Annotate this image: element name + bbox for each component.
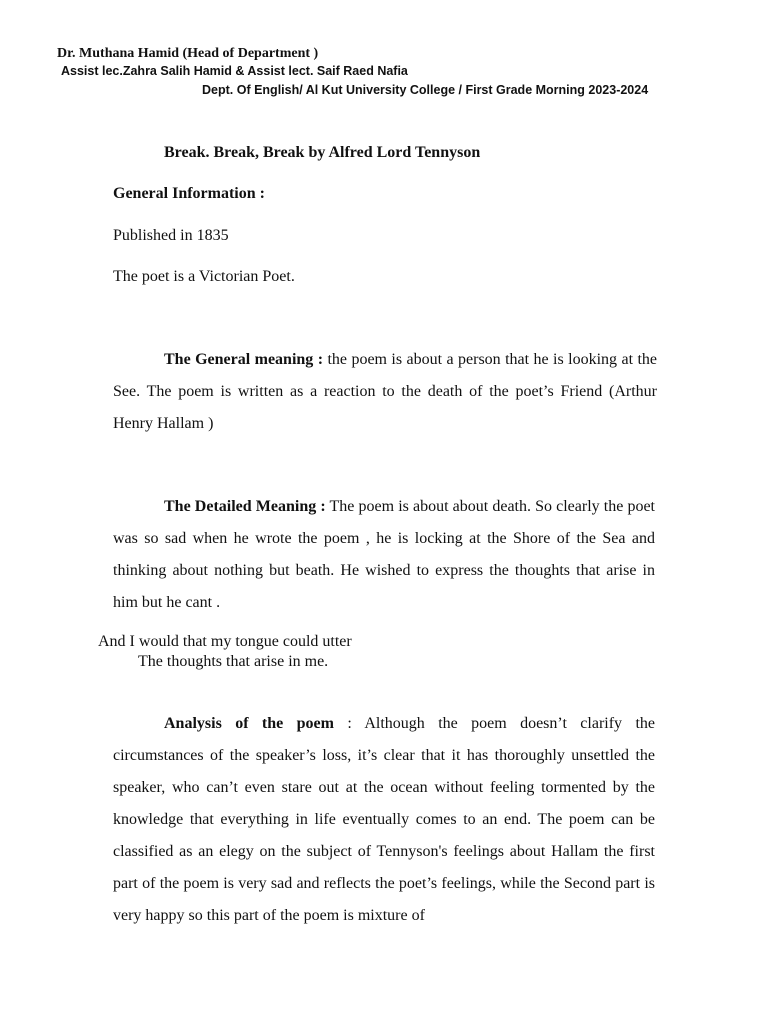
document-title: Break. Break, Break by Alfred Lord Tennyson (164, 144, 481, 161)
detailed-meaning-paragraph (113, 491, 655, 619)
analysis-text: : Although the poem doesn’t clarify the circumstances of the speaker’s loss, it’s clear that it has thoroughly unsettled the speaker, who can’t even stare out at the ocean without feeling tormented by the knowledge that everything in life eventually comes to an end. The poem can be classified as an elegy on the subject of Tennyson's feelings about Hallam the first part of the poem is very sad and reflects the poet’s feelings, while the Second part is very happy so this part of the poem is mixture of (113, 715, 655, 924)
author-line: Dr. Muthana Hamid (Head of Department ) (57, 46, 319, 61)
detailed-meaning-label: The Detailed Meaning : (164, 498, 326, 515)
detailed-meaning-text: The poem is about about death. So clearly the poet was so sad when he wrote the poem , he is locking at the Shore of the Sea and thinking about nothing but beath. He wished to express the thoughts that arise in him but he cant . (113, 498, 656, 611)
analysis-paragraph (113, 708, 655, 932)
department-line: Dept. Of English/ Al Kut University College / First Grade Morning 2023-2024 (202, 83, 649, 97)
assistants-line: Assist lec.Zahra Salih Hamid & Assist lect. Saif Raed Nafia (61, 64, 408, 78)
quote-line-2: The thoughts that arise in me. (138, 653, 329, 670)
poet-line: The poet is a Victorian Poet. (113, 268, 295, 285)
quote-line-1: And I would that my tongue could utter (98, 633, 352, 650)
poem-quote (98, 632, 352, 672)
general-info-heading: General Information : (113, 185, 265, 202)
general-meaning-text: the poem is about a person that he is looking at the See. The poem is written as a reaction to the death of the poet’s Friend (Arthur Henry Hallam ) (113, 351, 657, 432)
published-line: Published in 1835 (113, 227, 229, 244)
general-meaning-paragraph (113, 344, 657, 440)
analysis-label: Analysis of the poem (164, 715, 334, 732)
general-meaning-label: The General meaning : (164, 351, 324, 368)
